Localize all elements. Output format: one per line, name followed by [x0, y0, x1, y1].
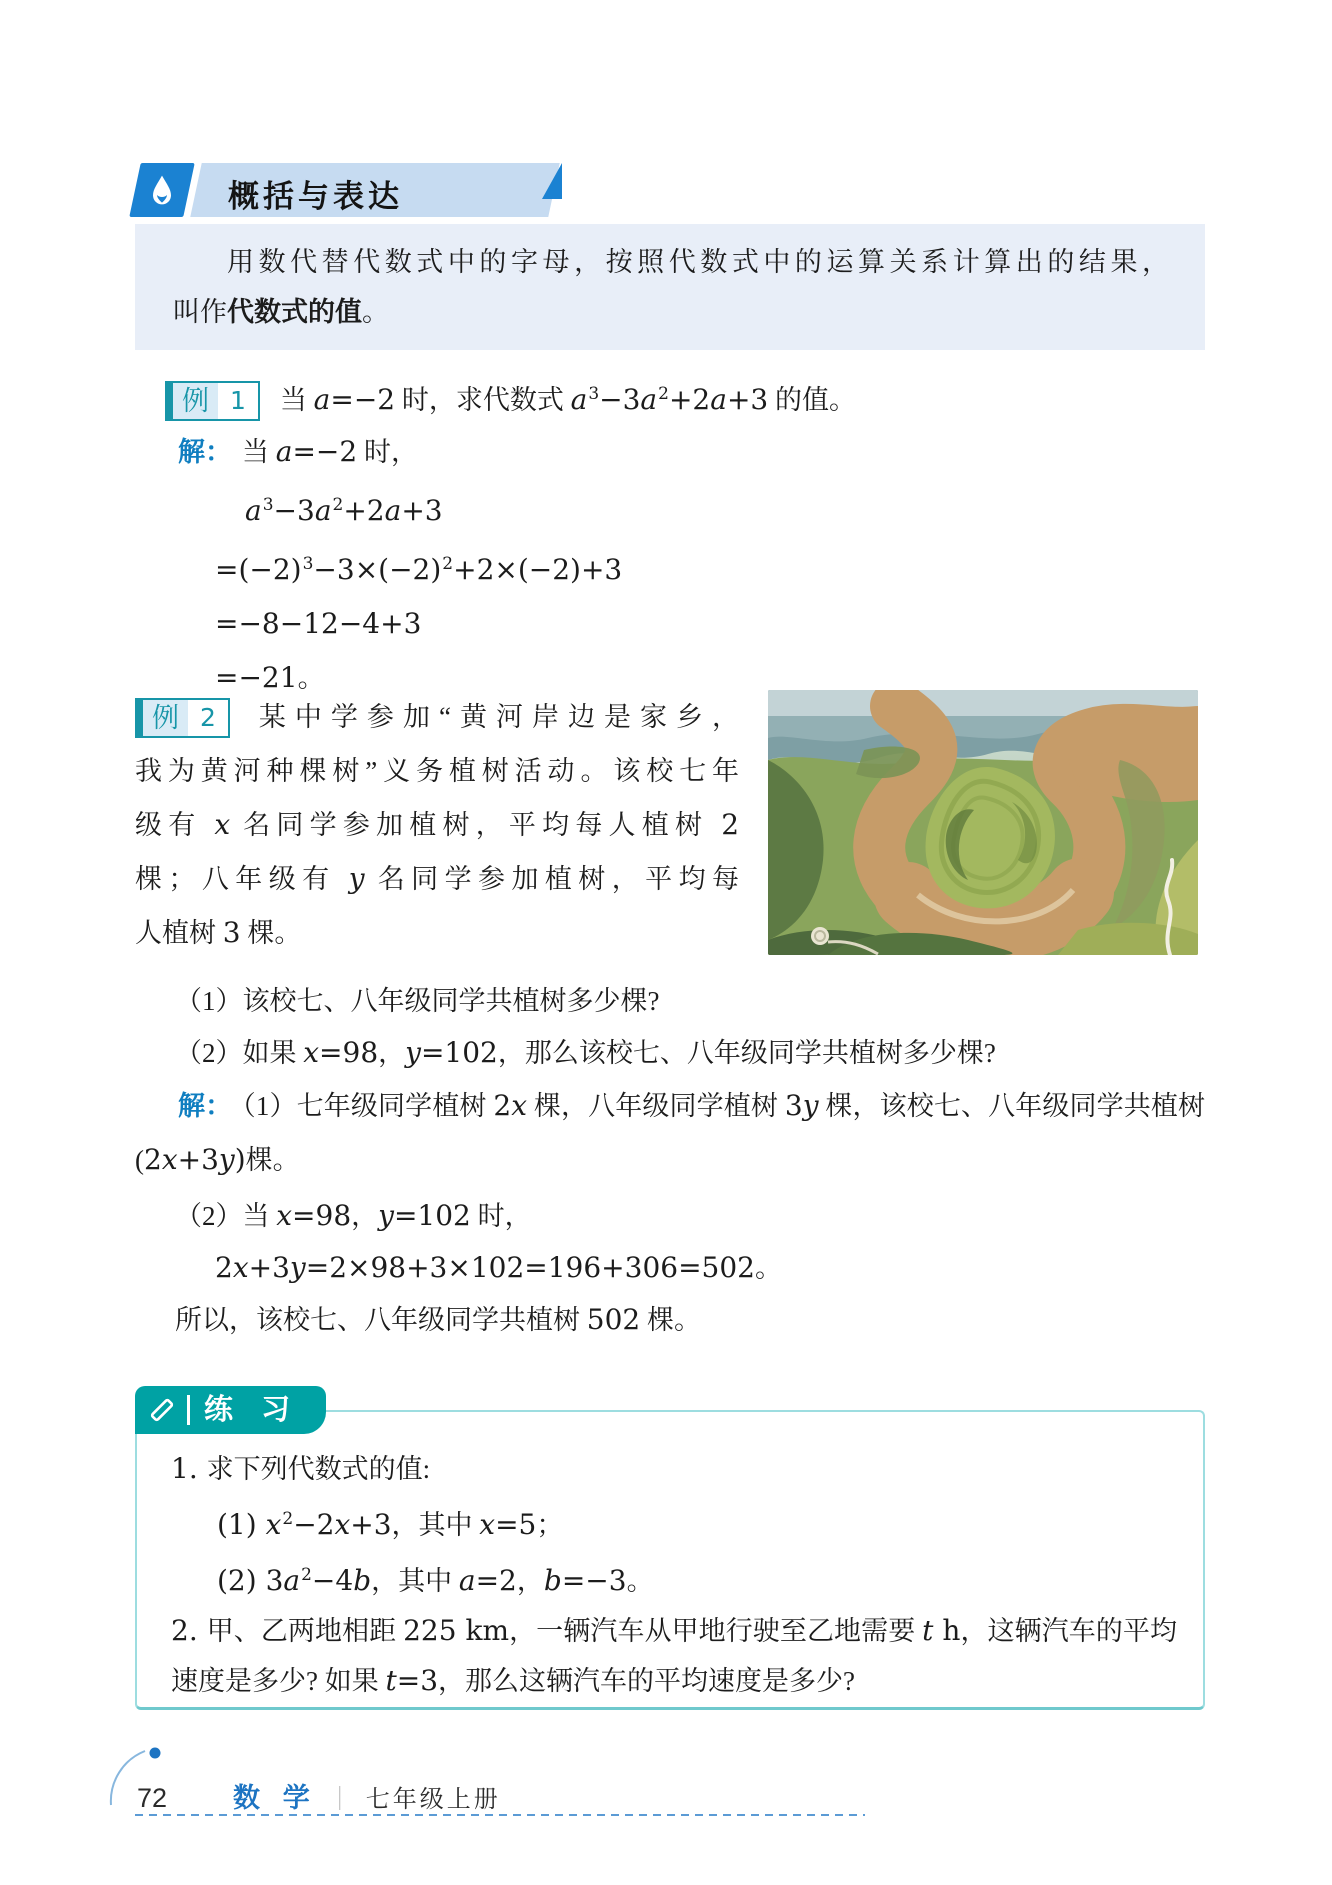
solve-label: 解：	[178, 1091, 233, 1121]
example2-question-2: （2）如果 x=98，y=102，那么该校七、八年级同学共植树多少棵?	[175, 1036, 996, 1069]
example1-problem: 当 a=−2 时，求代数式 $a^3-3a^2+2a+3$ 的值。	[279, 383, 856, 416]
example2-solution-1: 解： （1）七年级同学植树 2x 棵，八年级同学植树 3y 棵，该校七、八年级同学共植树(2x+3y)棵。	[135, 1089, 1206, 1176]
footer-divider: ｜	[327, 1787, 352, 1813]
exercise-badge-label: 练 习	[204, 1394, 301, 1426]
exercise-item-1-1: (1) $x^2-2x+3$，其中 x=5；	[217, 1508, 564, 1541]
page-number: 72	[137, 1783, 168, 1813]
example2-conclusion: 所以，该校七、八年级同学共植树 502 棵。	[175, 1303, 701, 1336]
solution-step: $a^3-3a^2+2a+3$	[245, 494, 443, 527]
example1-label: 例 1	[165, 381, 260, 421]
exercise-item-1-2: (2) $3a^2-4b$，其中 a=2，b=−3。	[217, 1564, 654, 1597]
example2-block	[135, 690, 1205, 960]
yellow-river-bend-graphic	[768, 690, 1198, 955]
example2-paragraph-line: 级有 x 名同学参加植树，平均每人植树 2	[135, 808, 740, 841]
exercise-item-1: 1. 求下列代数式的值:	[171, 1452, 431, 1485]
footer-dot-icon	[150, 1748, 161, 1759]
solution-step: =−8−12−4+3	[215, 607, 422, 640]
example1-heading	[165, 372, 1205, 422]
footer	[137, 1776, 501, 1815]
exercise-badge	[135, 1386, 326, 1434]
example2-solution-2: （2）当 x=98，y=102 时，	[175, 1199, 532, 1232]
example2-label: 例 2	[135, 698, 230, 738]
solution-step: $=(-2)^3-3\times(-2)^2+2\times(-2)+3$	[215, 553, 623, 586]
badge-divider	[187, 1395, 190, 1425]
definition-line-2: 叫作代数式的值。	[173, 297, 389, 327]
footer-subject: 数 学	[233, 1783, 318, 1813]
definition-box	[135, 224, 1205, 350]
example1-solution	[135, 425, 1205, 705]
yellow-river-photo	[768, 690, 1198, 955]
example2-paragraph-line: 我为黄河种棵树”义务植树活动。该校七年	[135, 756, 739, 786]
example2-text	[135, 690, 739, 960]
ruler-pencil-icon	[147, 1395, 177, 1425]
section-title: 概括与表达	[228, 179, 403, 214]
example2-paragraph-line: 棵；八年级有 y 名同学参加植树，平均每	[135, 862, 740, 895]
water-drop-icon	[129, 163, 194, 217]
solution-step: =−21。	[215, 661, 325, 694]
example2-question-1: （1）该校七、八年级同学共植树多少棵?	[175, 986, 660, 1016]
example2-equation: 2x+3y=2×98+3×102=196+306=502。	[215, 1251, 782, 1284]
example2-heading: 例 2 某中学参加“黄河岸边是家乡，	[135, 690, 739, 744]
exercise-item-2: 2. 甲、乙两地相距 225 km，一辆汽车从甲地行驶至乙地需要 t h，这辆汽车的平均速度是多少? 如果 t=3，那么这辆汽车的平均速度是多少?	[171, 1614, 1178, 1697]
solve-label: 解：	[178, 437, 232, 467]
example2-paragraph-line: 人植树 3 棵。	[135, 916, 302, 949]
exercise-box	[135, 1394, 1205, 1710]
footer-volume: 七年级上册	[365, 1787, 501, 1813]
solution-intro: 解： 当 a=−2 时，	[178, 435, 418, 468]
definition-line-1: 用数代替代数式中的字母，按照代数式中的运算关系计算出的结果，	[227, 247, 1169, 277]
